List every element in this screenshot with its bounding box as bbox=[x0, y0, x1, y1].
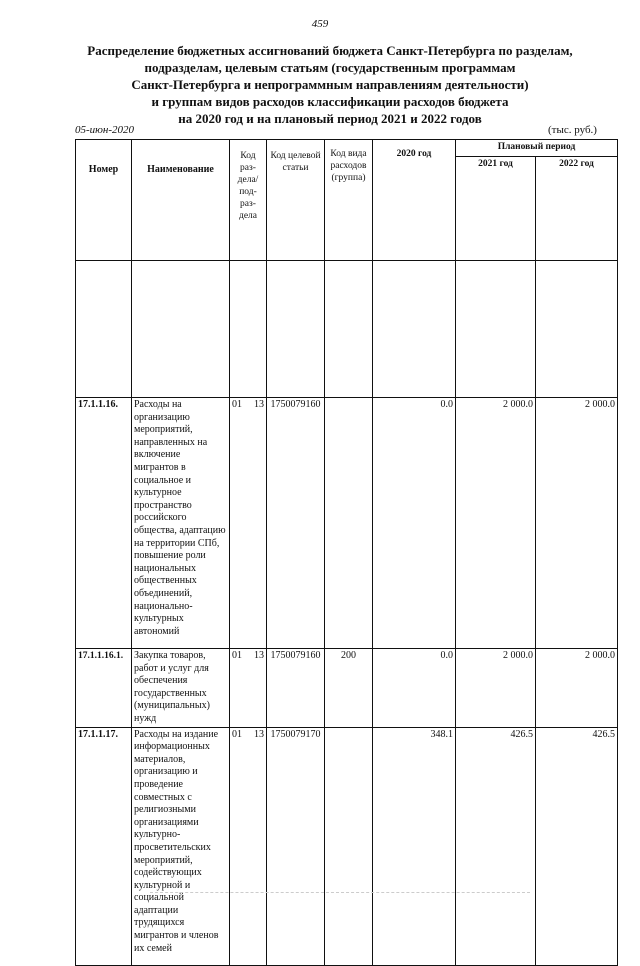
row-2022: 426.5 bbox=[536, 727, 618, 965]
table-row-spacer bbox=[76, 261, 618, 398]
row-vid bbox=[325, 398, 373, 649]
row-2022: 2 000.0 bbox=[536, 649, 618, 728]
row-vid bbox=[325, 727, 373, 965]
table-row bbox=[76, 727, 618, 965]
row-2022: 2 000.0 bbox=[536, 398, 618, 649]
row-2020: 0.0 bbox=[373, 398, 456, 649]
budget-table bbox=[75, 139, 618, 966]
row-name: Закупка товаров, работ и услуг для обеспечения государственных (муниципальных) нужд bbox=[132, 649, 230, 728]
row-target: 1750079160 bbox=[267, 649, 325, 728]
row-2021: 426.5 bbox=[456, 727, 536, 965]
table-row bbox=[76, 398, 618, 649]
header-target: Код целевой статьи bbox=[267, 140, 325, 261]
row-razdel: 01 bbox=[232, 399, 242, 410]
header-2021: 2021 год bbox=[456, 157, 536, 261]
row-podrazdel: 13 bbox=[254, 728, 264, 740]
title-line: на 2020 год и на плановый период 2021 и 2022 годов bbox=[178, 111, 482, 126]
header-number: Номер bbox=[76, 140, 132, 261]
row-target: 1750079170 bbox=[267, 727, 325, 965]
units-label: (тыс. руб.) bbox=[548, 124, 597, 136]
document-date: 05-июн-2020 bbox=[75, 124, 135, 136]
header-vid: Код вида расходов (группа) bbox=[325, 140, 373, 261]
row-section bbox=[230, 727, 267, 965]
row-podrazdel: 13 bbox=[254, 650, 264, 661]
title-line: Распределение бюджетных ассигнований бюджета Санкт-Петербурга по разделам, bbox=[87, 43, 573, 58]
title-line: Санкт-Петербурга и непрограммным направлениям деятельности) bbox=[131, 77, 529, 92]
row-razdel: 01 bbox=[232, 728, 242, 740]
row-2021: 2 000.0 bbox=[456, 398, 536, 649]
row-number: 17.1.1.17. bbox=[76, 727, 132, 965]
title-line: подразделам, целевым статьям (государственным программам bbox=[144, 60, 516, 75]
scan-artifact-line bbox=[150, 892, 530, 894]
page-number: 459 bbox=[311, 18, 329, 30]
row-section bbox=[230, 649, 267, 728]
header-section: Код раз- дела/ под- раз- дела bbox=[230, 140, 267, 261]
header-2022: 2022 год bbox=[536, 157, 618, 261]
row-section bbox=[230, 398, 267, 649]
row-2020: 0.0 bbox=[373, 649, 456, 728]
document-title bbox=[60, 42, 600, 127]
row-target: 1750079160 bbox=[267, 398, 325, 649]
row-2020: 348.1 bbox=[373, 727, 456, 965]
table-row bbox=[76, 649, 618, 728]
row-name: Расходы на издание информационных материалов, организацию и проведение совместных с религиозными организациями культурно-просветительских мероприятий, содействующих культурной и социальной адаптации трудящихся мигрантов и членов их семей bbox=[132, 727, 230, 965]
row-razdel: 01 bbox=[232, 650, 242, 661]
row-number: 17.1.1.16.1. bbox=[76, 649, 132, 728]
row-vid: 200 bbox=[325, 649, 373, 728]
row-podrazdel: 13 bbox=[254, 399, 264, 410]
title-line: и группам видов расходов классификации расходов бюджета bbox=[151, 94, 509, 109]
header-planned: Плановый период bbox=[456, 140, 618, 157]
row-name: Расходы на организацию мероприятий, направленных на включение мигрантов в социальное и культурное пространство российского общества, адаптацию на территории СПб, повышение роли национальных общественных объединений, национально-культурных автономий bbox=[132, 398, 230, 649]
header-2020: 2020 год bbox=[373, 140, 456, 261]
row-number: 17.1.1.16. bbox=[76, 398, 132, 649]
row-2021: 2 000.0 bbox=[456, 649, 536, 728]
header-name: Наименование bbox=[132, 140, 230, 261]
